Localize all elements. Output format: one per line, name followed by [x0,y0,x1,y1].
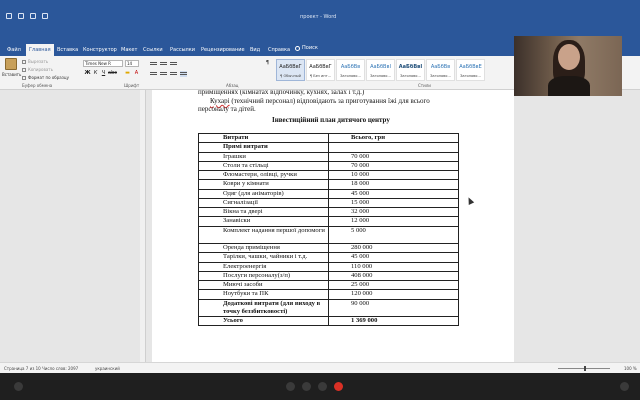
taskbar-mic-icon[interactable] [286,382,295,391]
table-cell: Вікна та двері [199,208,329,217]
table-row [199,299,459,317]
clipboard-icon [5,58,17,70]
copy-button[interactable] [22,67,53,72]
font-color-icon[interactable]: A [134,70,139,76]
table-cell: 10 000 [329,171,459,180]
tab-help[interactable]: Справка [268,47,291,53]
page-indicator[interactable]: Страница 7 из 10 [4,366,41,371]
format-painter-button[interactable] [22,75,69,80]
table-cell: Оренда приміщення [199,244,329,253]
table-row [199,262,459,271]
table-cell: Коври у кімнати [199,180,329,189]
tab-file[interactable]: Файл [7,47,21,53]
taskbar [0,373,640,400]
bullets-icon[interactable] [150,61,157,67]
table-cell: Комплект надання першої допомоги [199,226,329,244]
doc-line-2 [210,97,430,105]
style-heading-3[interactable] [396,59,425,81]
scissors-icon [22,60,26,64]
taskbar-more-icon[interactable] [620,382,629,391]
table-row [199,189,459,198]
document-title: Інвестиційний план дитячого центру [272,116,390,124]
table-cell: 18 000 [329,180,459,189]
table-row [199,290,459,299]
table-cell: Ноутбуки та ПК [199,290,329,299]
table-cell: 110 000 [329,262,459,271]
paragraph-group-label: Абзац [226,83,239,88]
webcam-video [514,36,622,96]
styles-group-label: Стили [418,83,431,88]
style-heading-4[interactable] [426,59,455,81]
strikethrough-button[interactable]: abc [108,70,117,76]
align-right-icon[interactable] [170,71,177,77]
table-row [199,253,459,262]
cut-button[interactable] [22,59,48,64]
end-call-icon[interactable] [334,382,343,391]
table-cell: 408 000 [329,271,459,280]
style-preview: АаБбВвІ [398,64,423,70]
document-page[interactable] [152,90,514,362]
table-cell: Сигналізації [199,198,329,207]
tab-layout[interactable]: Макет [121,47,138,53]
table-cell: Тарілки, чашки, чайники і т.д. [199,253,329,262]
table-row [199,281,459,290]
table-cell: Занавіски [199,217,329,226]
paste-label: Вставить [2,72,22,77]
copy-icon [22,68,26,72]
table-row [199,143,459,152]
brush-icon [22,76,26,80]
status-bar [0,362,640,373]
show-marks-icon[interactable]: ¶ [265,60,270,66]
style-name: Заголово... [340,74,361,78]
style-no-spacing[interactable] [306,59,335,81]
table-cell: Фломастери, олівці, ручки [199,171,329,180]
highlight-icon[interactable]: ▬ [125,70,130,76]
table-row [199,171,459,180]
table-total-row [199,317,459,326]
align-left-icon[interactable] [150,71,157,77]
copy-label: Копировать [28,67,53,72]
table-cell: 45 000 [329,253,459,262]
language-indicator[interactable]: украинский [95,366,120,371]
italic-button[interactable]: К [93,70,98,76]
table-row [199,271,459,280]
table-header-row [199,134,459,143]
font-size-select[interactable]: 14 [125,60,139,67]
style-preview: АаБбВвI [370,64,391,70]
table-row [199,208,459,217]
extra-costs-cell: Додаткові витрати (для виходу в точку беззбитковості) [199,299,329,317]
direct-costs-heading: Прямі витрати [199,143,329,152]
doc-line-3: персоналу та дітей. [198,105,256,113]
search-label: Поиск [302,45,318,51]
underline-button[interactable]: Ч [101,70,106,76]
header-item: Витрати [199,134,329,143]
lightbulb-icon [295,46,300,51]
taskbar-share-icon[interactable] [318,382,327,391]
zoom-level[interactable]: 100 % [624,366,637,371]
cut-label: Вырезать [28,59,49,64]
word-count[interactable]: Число слов: 2097 [42,366,79,371]
style-normal[interactable] [276,59,305,81]
table-cell: 15 000 [329,198,459,207]
style-preview: АаБбВвГ [279,64,302,70]
table-cell: 70 000 [329,152,459,161]
undo-icon[interactable] [18,13,24,19]
table-cell: 45 000 [329,189,459,198]
table-row [199,244,459,253]
tab-references[interactable]: Ссылки [143,47,163,53]
style-preview: АаБбВвГ [309,64,332,70]
doc-line-top: приміщеннях (кімнатах відпочинку, кухнях, залах і т.д.) [198,90,365,96]
style-name: Заголово... [370,74,391,78]
justify-icon[interactable] [180,71,187,77]
tab-home[interactable]: Главная [26,44,54,56]
redo-icon[interactable] [30,13,36,19]
paste-button[interactable] [2,58,20,82]
table-row [199,217,459,226]
font-name-select[interactable]: Times New R [83,60,123,67]
total-value: 1 369 000 [329,317,459,326]
style-name: Заголово... [460,74,481,78]
style-name: ¶ Без инт... [309,74,332,78]
table-cell: 70 000 [329,161,459,170]
zoom-thumb[interactable] [584,366,586,371]
table-cell [329,143,459,152]
align-center-icon[interactable] [160,71,167,77]
table-cell: Іграшки [199,152,329,161]
table-cell: Столи та стільці [199,161,329,170]
style-heading-5[interactable] [456,59,485,81]
table-cell: 12 000 [329,217,459,226]
table-cell: Електроенергія [199,262,329,271]
table-row [199,161,459,170]
tab-design[interactable]: Конструктор [83,47,117,53]
save-icon[interactable] [6,13,12,19]
numbering-icon[interactable] [160,61,167,67]
table-row [199,226,459,244]
style-heading-2[interactable] [366,59,395,81]
style-preview: АаБбВв [340,64,361,70]
tab-insert[interactable]: Вставка [57,47,79,53]
taskbar-camera-icon[interactable] [302,382,311,391]
doc-line-2-rest: (технічний персонал) відповідають за приготування їжі для всього [229,97,430,105]
misspelled-word: Кухарі [210,97,230,105]
multilevel-list-icon[interactable] [170,61,177,67]
taskbar-menu-icon[interactable] [14,382,23,391]
total-label: Усього [199,317,329,326]
table-cell: 5 000 [329,226,459,244]
style-preview: АаБбВвЕ [459,64,482,70]
table-row [199,152,459,161]
table-cell: 32 000 [329,208,459,217]
style-name: Заголово... [400,74,421,78]
table-cell: 280 000 [329,244,459,253]
webcam-person-face [558,44,580,70]
style-preview: АаБбВв [430,64,451,70]
format-painter-label: Формат по образцу [28,75,69,80]
table-cell: 90 000 [329,299,459,317]
table-cell: 25 000 [329,281,459,290]
webcam-person-body [548,76,590,96]
style-name: ¶ Обычный [280,74,301,78]
tab-mailings[interactable]: Рассылки [170,47,195,53]
vertical-ruler [140,90,146,373]
investment-table [198,133,459,326]
quick-access-toolbar [6,13,48,19]
style-name: Заголово... [430,74,451,78]
table-cell: Миючі засоби [199,281,329,290]
table-cell: Одяг (для аніматорів) [199,189,329,198]
tell-me-search[interactable] [295,45,318,51]
table-cell: Послуги персоналу(з/п) [199,271,329,280]
header-total: Всього, грн [329,134,459,143]
clipboard-group-label: Буфер обмена [22,83,53,88]
table-cell: 120 000 [329,290,459,299]
style-heading-1[interactable] [336,59,365,81]
table-row [199,198,459,207]
tab-view[interactable]: Вид [250,47,261,53]
table-row [199,180,459,189]
tab-review[interactable]: Рецензирование [201,47,245,53]
font-group-label: Шрифт [124,83,140,88]
customize-qat-icon[interactable] [42,13,48,19]
bold-button[interactable]: Ж [84,70,91,76]
window-title: проект - Word [300,14,337,20]
